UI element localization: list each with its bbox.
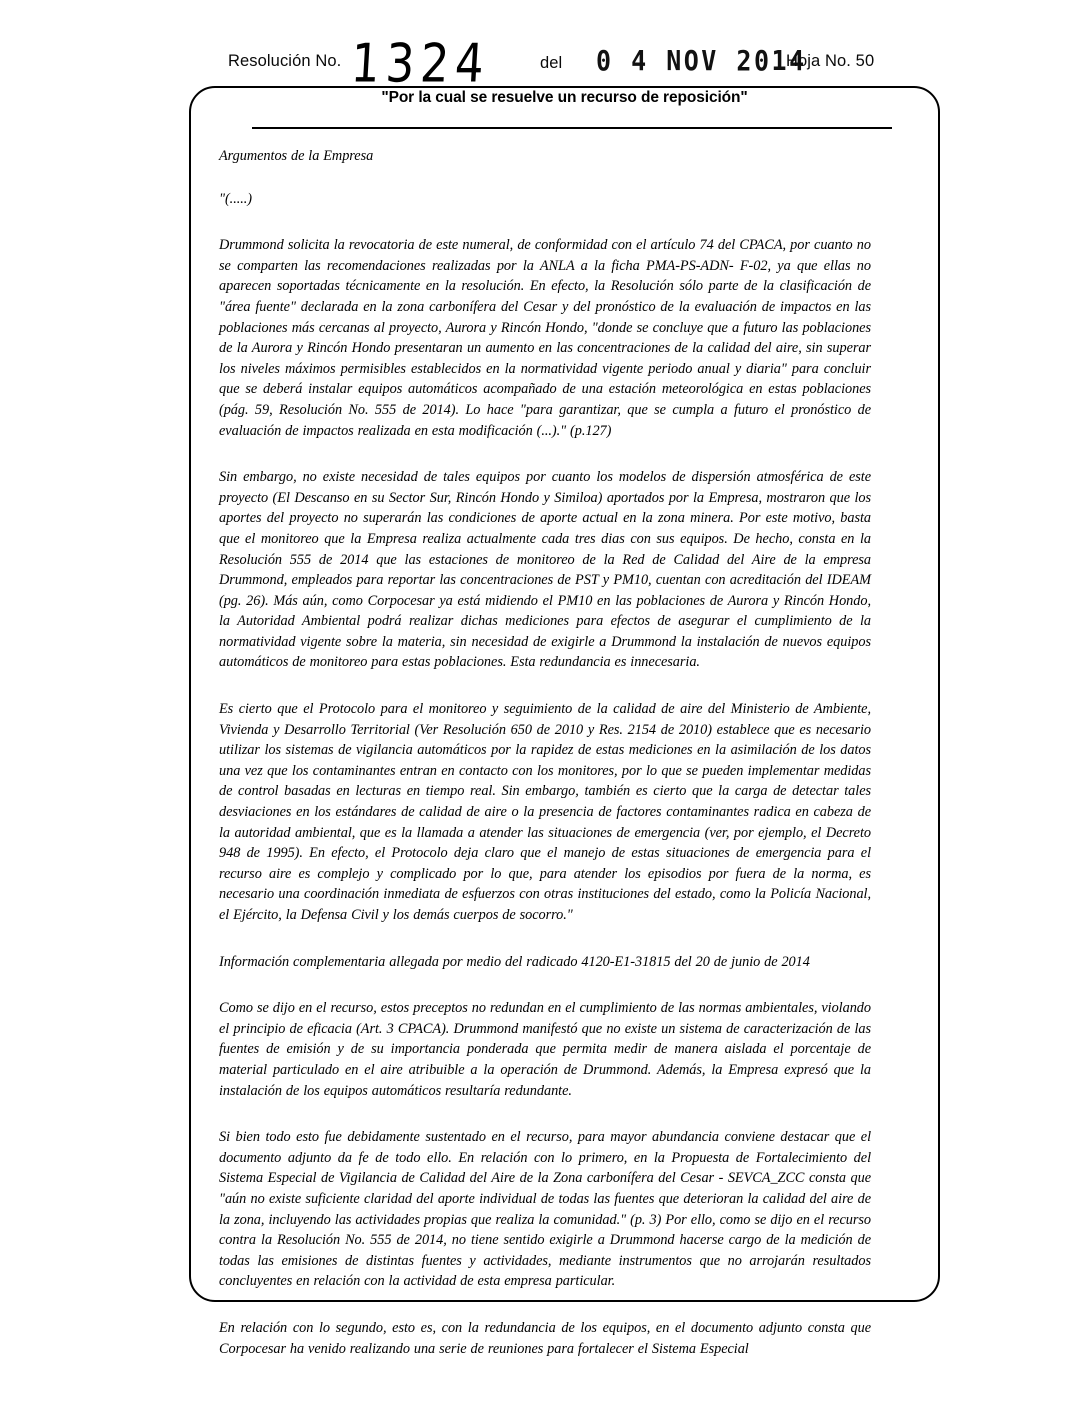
document-title: "Por la cual se resuelve un recurso de reposición" bbox=[381, 89, 748, 106]
sheet-number-label: Hoja No. 50 bbox=[786, 52, 875, 70]
section-heading-argumentos: Argumentos de la Empresa bbox=[219, 148, 374, 164]
paragraph-5: Si bien todo esto fue debidamente sustentado en el recurso, para mayor abundancia conviene destacar que el documento adjunto da fe de todo ello. En relación con lo primero, en la Propuesta de Fortalecimiento del Sistema Especial de Vigilancia de Calidad del Aire de la Zona carbonífera del Cesar - SEVCA_ZCC consta que "aún no existe suficiente claridad del aporte individual de todas las fuentes que deterioran la calidad del aire de la zona, incluyendo las actividades propias que realiza la comunidad." (p. 3) Por ello, como se dijo en el recurso contra la Resolución No. 555 de 2014, no tiene sentido exigirle a Drummond hacerse cargo de la medición de todas las emisiones de distintas fuentes y actividades, mediante instrumentos que no arrojarán resultados concluyentes en relación con la actividad de esta empresa particular. bbox=[219, 1129, 871, 1290]
resolution-number-stamp: 1324 bbox=[349, 32, 492, 95]
date-stamp: 0 4 NOV 2014 bbox=[596, 44, 807, 77]
paragraph-3: Es cierto que el Protocolo para el monitoreo y seguimiento de la calidad de aire del Ministerio de Ambiente, Vivienda y Desarrollo Territorial (Ver Resolución 650 de 2010 y Res. 2154 de 2010) establece que es necesario utilizar los sistemas de vigilancia automáticos por la rapidez de estas mediciones en la asimilación de los datos una vez que los contaminantes entran en contacto con los monitores, por lo que se pueden implementar medidas de control basadas en lecturas en tiempo real. Sin embargo, también es cierto que la carga de detectar tales desviaciones en los estándares de calidad de aire o la presencia de factores contaminantes radica en cabeza de la autoridad ambiental, que es la llamada a atender las situaciones de emergencia (ver, por ejemplo, el Decreto 948 de 1995). En efecto, el Protocolo deja claro que el manejo de estas situaciones de emergencia para el recurso aire es complejo y complicado por lo que, para atender los episodios por fuera de la norma, es necesario una coordinación inmediata de esfuerzos con otras instituciones del estado, como la Policía Nacional, el Ejército, la Defensa Civil y los demás cuerpos de socorro." bbox=[219, 701, 871, 923]
document-header bbox=[0, 32, 1088, 95]
title-separator-rule bbox=[252, 127, 892, 129]
quote-open-marker: "(.....) bbox=[219, 190, 252, 207]
paragraph-4: Como se dijo en el recurso, estos preceptos no redundan en el cumplimiento de las normas ambientales, violando el principio de eficacia (Art. 3 CPACA). Drummond manifestó que no existe un sistema de caracterización de las fuentes de emisión y de su importancia ponderada que permita medir de manera aislada el porcentaje de material particulado en el aire atribuible a la operación de Drummond. Además, la Empresa expresó que la instalación de los equipos automáticos resultaría redundante. bbox=[219, 1000, 871, 1099]
subheading-informacion-complementaria: Información complementaria allegada por medio del radicado 4120-E1-31815 del 20 de junio de 2014 bbox=[219, 953, 810, 970]
del-label: del bbox=[540, 54, 563, 72]
document-body bbox=[219, 146, 871, 1377]
paragraph-6: En relación con lo segundo, esto es, con la redundancia de los equipos, en el documento adjunto consta que Corpocesar ha venido realizando una serie de reuniones para fortalecer el Sistema Especial bbox=[219, 1319, 871, 1357]
paragraph-1: Drummond solicita la revocatoria de este numeral, de conformidad con el artículo 74 del CPACA, por cuanto no se comparten las recomendaciones realizadas por la ANLA a la ficha PMA-PS-ADN- F-02, ya que ellas no aparecen soportadas técnicamente en la resolución. En efecto, la Resolución sólo parte de la clasificación de "área fuente" declarada en la zona carbonífera del Cesar y del pronóstico de la evaluación de impactos en las poblaciones más cercanas al proyecto, Aurora y Rincón Hondo, "donde se concluye que a futuro las poblaciones de la Aurora y Rincón Hondo presentaran un aumento en las concentraciones de la calidad del aire, sin superar los niveles máximos permisibles establecidos en la normatividad vigente periodo anual y diaria" para concluir que se deberá instalar equipos automáticos acompañado de una estación meteorológica en estas poblaciones (pág. 59, Resolución No. 555 de 2014). Lo hace "para garantizar, que se cumpla a futuro el pronóstico de evaluación de impactos realizada en esta modificación (...)." (p.127) bbox=[219, 237, 871, 439]
resolution-label: Resolución No. bbox=[228, 52, 342, 70]
paragraph-2: Sin embargo, no existe necesidad de tales equipos por cuanto los modelos de dispersión atmosférica de este proyecto (El Descanso en su Sector Sur, Rincón Hondo y Similoa) aportados por la Empresa, mostraron que los aportes del proyecto no superarán las condiciones de aporte actual en la zona minera. Por este motivo, basta que el monitoreo que la Empresa realiza actualmente cada tres dias con sus equipos. De hecho, consta en la Resolución 555 de 2014 que las estaciones de monitoreo de la Red de Calidad del Aire de la empresa Drummond, empleados para reportar las concentraciones de PST y PM10, cuentan con acreditación del IDEAM (pg. 26). Más aún, como Corpocesar ya está midiendo el PM10 en las poblaciones de Aurora y Rincón Hondo, la Autoridad Ambiental podrá realizar dichas mediciones para efectos de asegurar el cumplimiento de la normatividad vigente sobre la materia, sin necesidad de exigirle a Drummond la instalación de nuevos equipos automáticos de monitoreo para estas poblaciones. Esta redundancia es innecesaria. bbox=[219, 469, 871, 671]
